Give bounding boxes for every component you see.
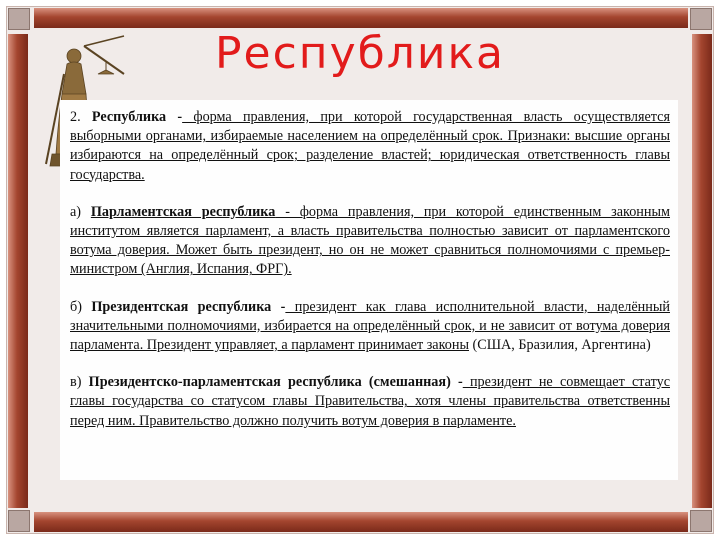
frame-bottom-bar	[34, 512, 688, 532]
frame-corner	[690, 8, 712, 30]
paragraph-presidential	[70, 298, 670, 356]
examples-presidential: (США, Бразилия, Аргентина)	[469, 337, 651, 354]
paragraph-republic	[70, 108, 670, 185]
item-number: б)	[70, 298, 82, 315]
item-number: в)	[70, 374, 82, 391]
term-republic: Республика -	[91, 109, 183, 125]
term-parliamentary: Парламентская республика	[90, 203, 276, 220]
definition-parliamentary: - форма правления, при которой единственным законным институтом является парламент, а власть правительства полностью зависит от парламентского вотума доверия. Может быть президент, но он не может сравниться полномочиями с премьер-министром (Англия, Испания, ФРГ).	[70, 203, 670, 278]
frame-left-bar	[8, 34, 28, 508]
frame-corner	[8, 8, 30, 30]
definition-republic: форма правления, при которой государственная власть осуществляется выборными органами, избираемые населением на определённый срок. Признаки: высшие органы избираются на определённый срок; разделение властей; юридическая ответственность главы государства.	[70, 109, 671, 183]
term-mixed: Президентско-парламентская республика (смешанная) -	[88, 374, 463, 391]
paragraph-mixed	[70, 373, 670, 431]
item-number: а)	[70, 203, 82, 220]
term-presidential: Президентская республика -	[91, 298, 286, 315]
frame-corner	[690, 510, 712, 532]
definition-mixed: президент не совмещает статус главы государства со статусом главы Правительства, хотя члены правительства ответственны перед ним. Правительство должно получить вотум доверия в парламенте.	[70, 374, 670, 429]
slide-title: Республика	[215, 28, 505, 79]
paragraph-parliamentary	[70, 203, 670, 280]
scanned-definition-block	[60, 100, 678, 480]
definition-presidential: президент как глава исполнительной власти, наделённый значительными полномочиями, избирается на определённый срок, и не зависит от вотума доверия парламента. Президент управляет, а парламент принимает законы	[70, 298, 670, 354]
item-number: 2.	[70, 109, 81, 125]
frame-corner	[8, 510, 30, 532]
frame-right-bar	[692, 34, 712, 508]
